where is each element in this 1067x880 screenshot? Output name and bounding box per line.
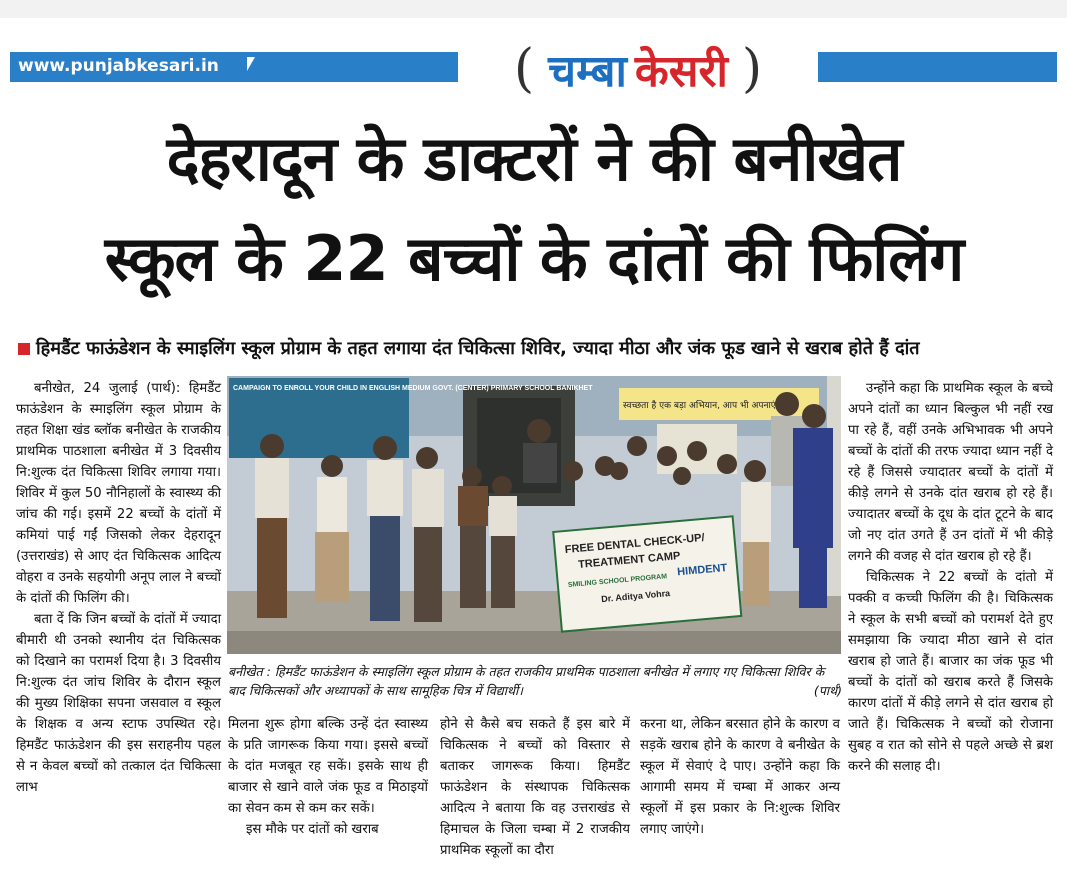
paragraph: चिकित्सक ने 22 बच्चों के दांतो में पक्की व कच्ची फिलिंग की है। चिकित्सक ने स्कूल के सभी बच्चों को परामर्श देते हुए समझाया कि ज्यादा मीठा खाने से दांत खराब हो जाते हैं। बाजार का जंक फूड भी बच्चों के दांतों को खराब करते हैं जिसके कारण दांतों में कीड़े लगने से दांत खराब हो जाते हैं। चिकित्सक ने बच्चों को रोजाना सुबह व रात को सोने से पहले अच्छे से ब्रश करने की सलाह दी। (848, 570, 1053, 774)
article-column-3 (440, 714, 630, 861)
article-column-4 (640, 714, 840, 840)
banner-line-1: FREE DENTAL CHECK-UP/ (564, 531, 706, 557)
bullet-square-icon (18, 343, 30, 355)
pointer-cursor-icon (247, 57, 255, 71)
photo-credit: (पार्थ) (813, 683, 842, 698)
caption-text: बनीखेत : हिमडैंट फाऊंडेशन के स्माइलिंग स्कूल प्रोग्राम के तहत राजकीय प्राथमिक पाठशाला बनीखेत में लगाए गए चिकित्सा शिविर के बाद चिकित्सकों और अध्यापकों के साथ सामूहिक चित्र में विद्यार्थी। (228, 664, 825, 698)
paragraph: इस मौके पर दांतों को खराब (246, 822, 379, 837)
article-photo (227, 376, 841, 654)
banner-org: HIMDENT (676, 562, 728, 579)
photo-caption (228, 662, 842, 700)
paragraph: मिलना शुरू होगा बल्कि उन्हें दंत स्वास्थ्य के प्रति जागरूक किया गया। इससे बच्चों के दांत मजबूत रह सकें। इसके साथ ही बाजार से खाने वाले जंक फूड व मिठाइयों का सेवन कम से कम कर सकें। (228, 717, 428, 816)
banner-doctor: Dr. Aditya Vohra (600, 588, 671, 605)
article-column-right (848, 378, 1053, 777)
header-bar-right (812, 52, 1057, 82)
masthead (458, 34, 818, 104)
headline-line-2: स्कूल के 22 बच्चों के दांतों की फिलिंग (104, 222, 964, 295)
paragraph: होने से कैसे बच सकते हैं इस बारे में चिकित्सक ने बच्चों को विस्तार से बताकर जागरूक किया। हिमडैंट फाऊंडेशन के संस्थापक चिकित्सक आदित्य ने बताया कि वह उत्तराखंड से हिमाचल के जिला चम्बा में 2 राजकीय प्राथमिक स्कूलों का दौरा (440, 717, 630, 858)
headline-line-1: देहरादून के डाक्टरों ने की बनीखेत (166, 122, 902, 195)
right-bracket-icon: ) (741, 39, 763, 99)
paragraph: बनीखेत, 24 जुलाई (पार्थ): हिमडैंट फाऊंडेशन के स्माइलिंग स्कूल प्रोग्राम के तहत शिक्षा खंड ब्लॉक बनीखेत के राजकीय प्राथमिक पाठशाला बनीखेत में 3 दिवसीय नि:शुल्क दंत चिकित्सा शिविर लगाया गया। शिविर में कुल 50 नौनिहालों के स्वास्थ्य की जांच की गई। इसमें 22 बच्चों के दांतों में कमियां पाई गईं जिसको लेकर देहरादून (उत्तराखंड) से आए दंत चिकित्सक आदित्य वोहरा व उनके सहयोगी अनूप लाल ने बच्चों के दांतों की फिलिंग की। (16, 381, 221, 606)
left-bracket-icon: ( (513, 39, 535, 99)
masthead-part1: चम्बा (548, 46, 627, 97)
banner-program: SMILING SCHOOL PROGRAM (567, 573, 668, 589)
subheadline (18, 336, 1058, 360)
paragraph: करना था, लेकिन बरसात होने के कारण व सड़कें खराब होने के कारण वे बनीखेत के स्कूल में सेवाएं दे पाए। उन्होंने कहा कि आगामी समय में चम्बा में आकर अन्य स्कूलों में इस प्रकार के नि:शुल्क शिविर लगाए जाएंगे। (640, 717, 840, 837)
subheadline-text: हिमडैंट फाऊंडेशन के स्माइलिंग स्कूल प्रोग्राम के तहत लगाया दंत चिकित्सा शिविर, ज्यादा मीठा और जंक फूड खाने से खराब होते हैं दांत (36, 338, 920, 359)
wall-sign-text-1: CAMPAIGN TO ENROLL YOUR CHILD IN ENGLISH MEDIUM GOVT. (CENTER) PRIMARY SCHOOL BANIKHET (233, 385, 593, 392)
top-strip (0, 0, 1067, 18)
article-column-2 (228, 714, 428, 840)
wall-sign-text-2: स्वच्छता है एक बड़ा अभियान, आप भी अपनाएं (623, 401, 776, 411)
paragraph: उन्होंने कहा कि प्राथमिक स्कूल के बच्चे अपने दांतों का ध्यान बिल्कुल भी नहीं रख पा रहे हैं, वहीं उनके अभिभावक भी अपने बच्चों के दांतों की तरफ ज्यादा ध्यान नहीं दे रहे हैं जिससे ज्यादातर बच्चों के दांतों में कीड़े लगने से उनके दांत खराब हो रहे हैं। ज्यादातर बच्चों के दूध के दांत टूटने के बाद जो नए दांत उगते हैं उन दांतों में भी कीड़े लगने की वजह से दांत खराब हो रहे हैं। (848, 381, 1053, 564)
article-column-1 (16, 378, 221, 798)
masthead-part2: केसरी (634, 46, 728, 97)
website-url[interactable]: www.punjabkesari.in (18, 56, 219, 76)
banner-line-2: TREATMENT CAMP (577, 550, 681, 571)
paragraph: बता दें कि जिन बच्चों के दांतों में ज्यादा बीमारी थी उनको स्थानीय दंत चिकित्सक को दिखाने का परामर्श दिया है। 3 दिवसीय नि:शुल्क दंत जांच शिविर के दौरान स्कूल की मुख्य शिक्षिका सपना जसवाल व स्कूल के शिक्षक व अन्य स्टाफ उपस्थित रहे। हिमडैंट फाऊंडेशन की इस सराहनीय पहल से न केवल बच्चों को तत्काल दंत चिकित्सा लाभ (16, 612, 221, 795)
